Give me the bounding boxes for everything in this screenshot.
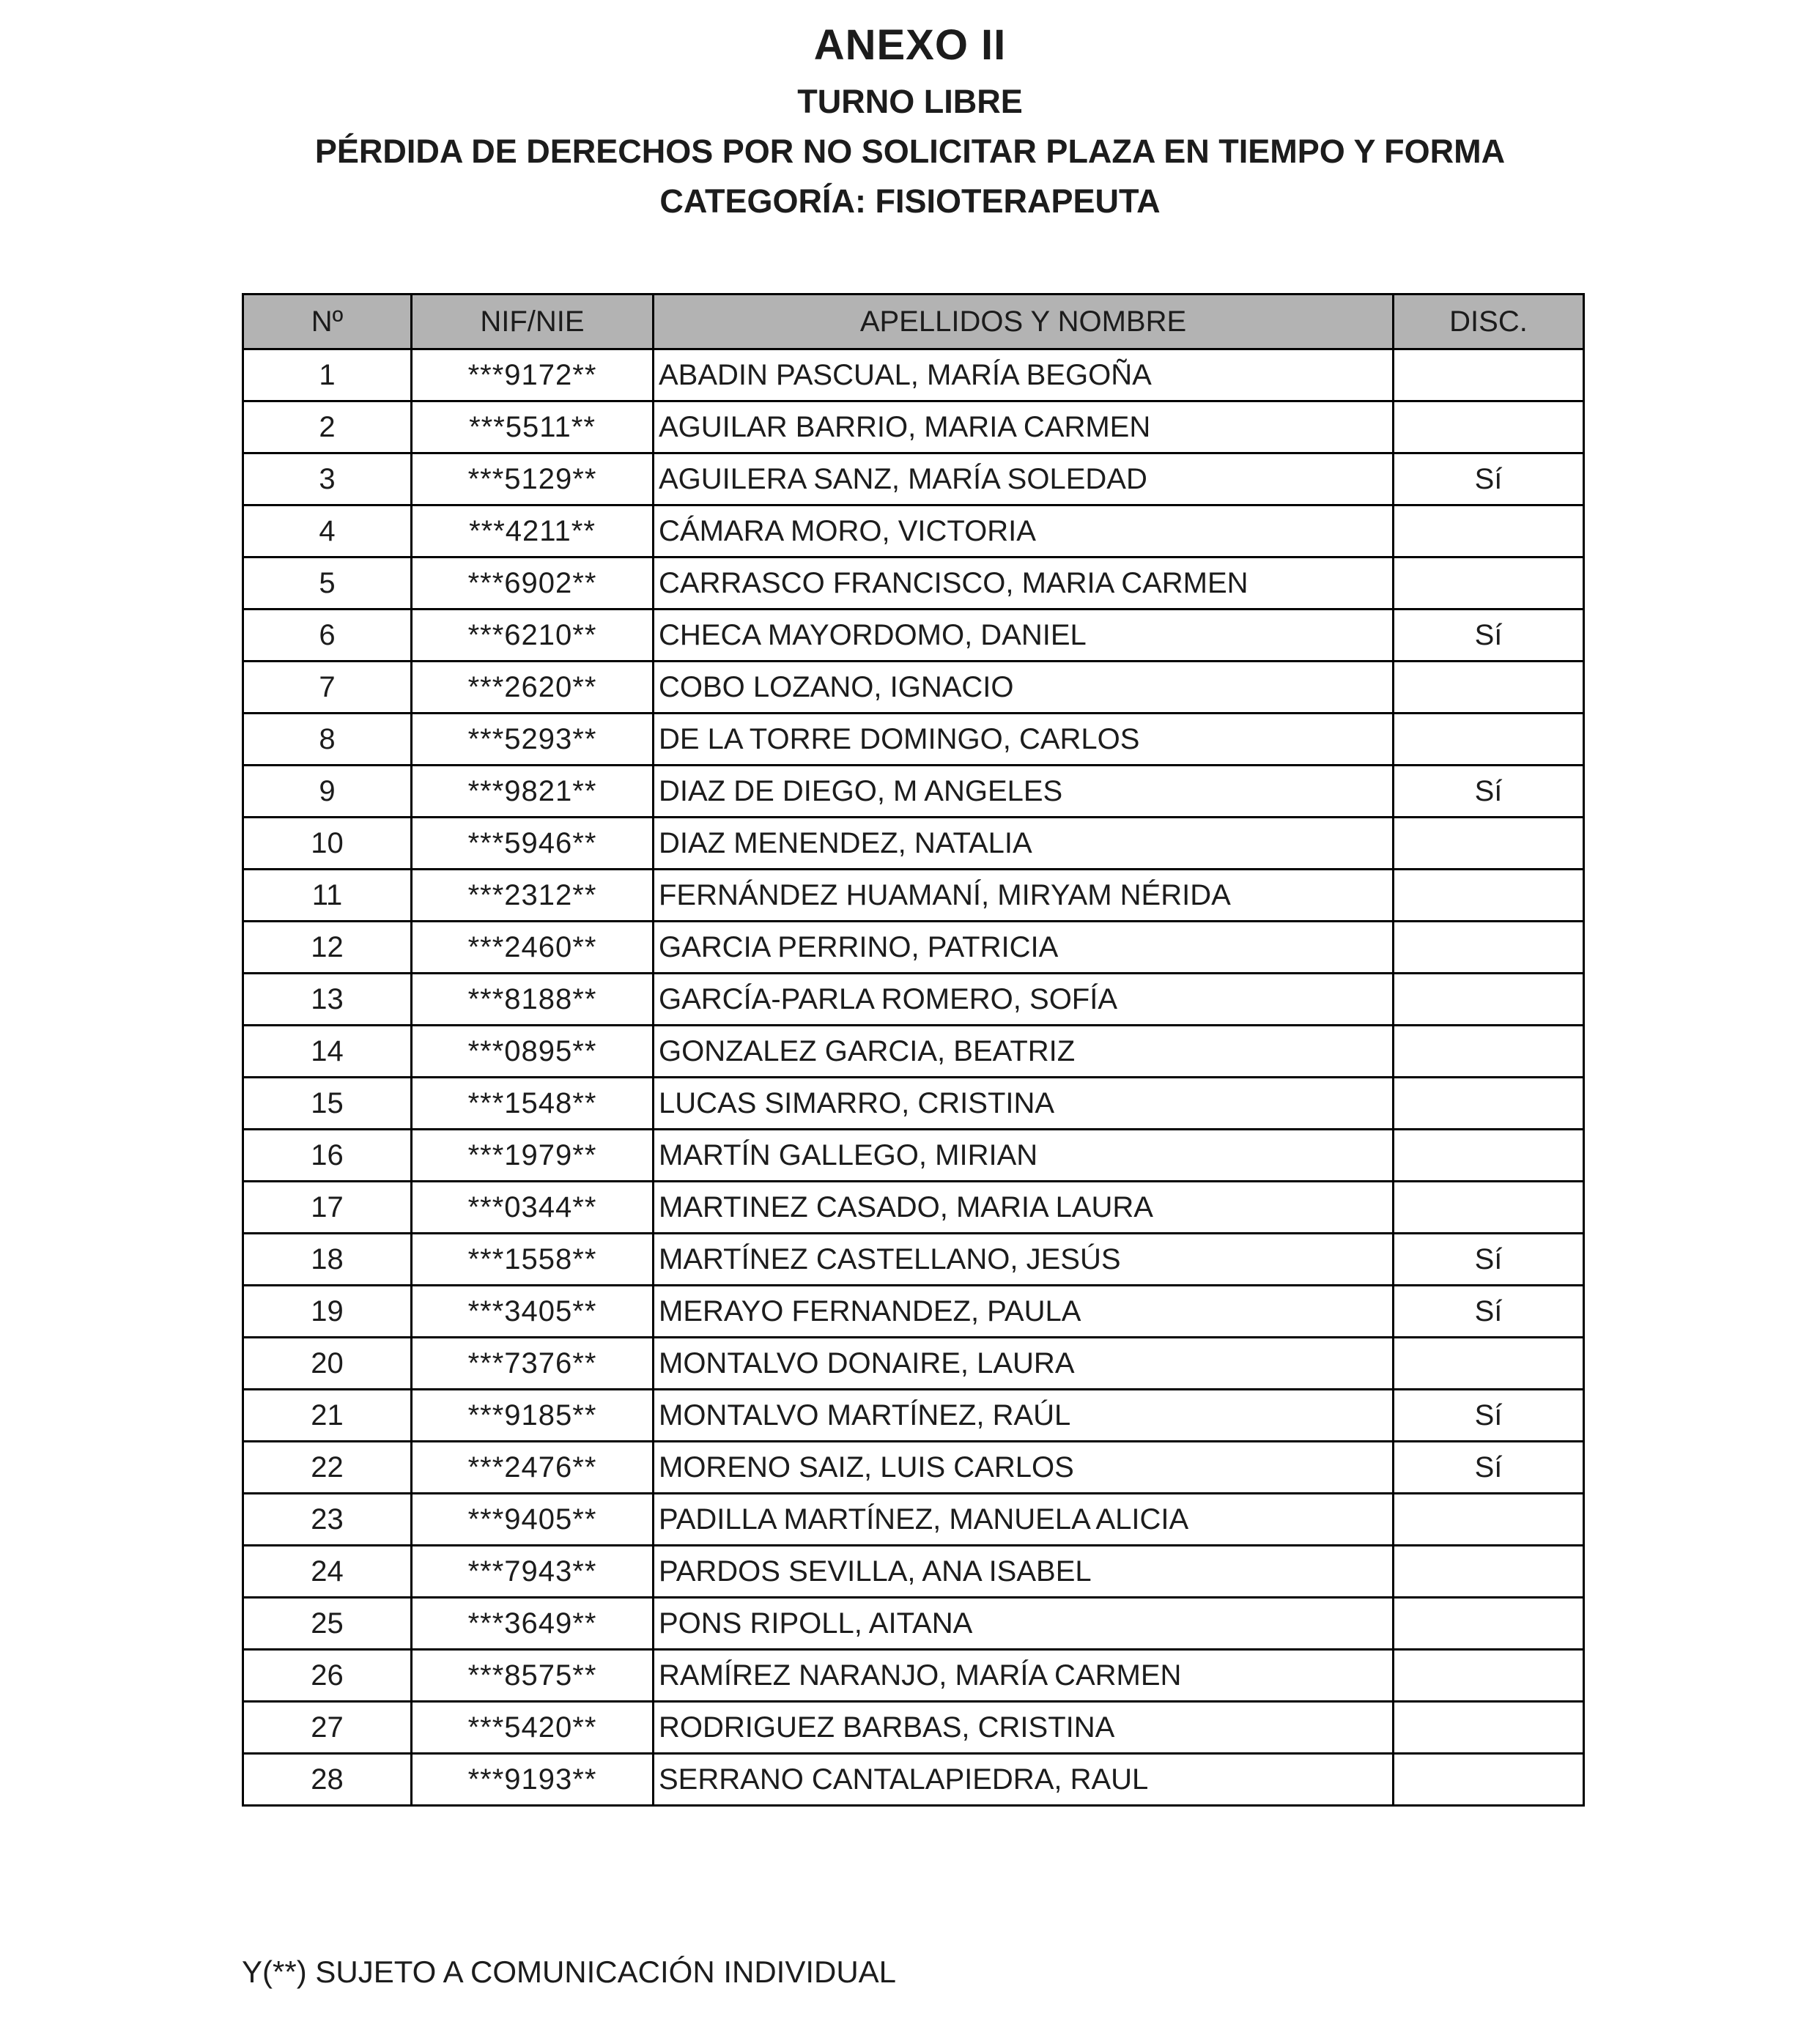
page-title: ANEXO II	[813, 21, 1007, 69]
table-cell: ***6902**	[412, 557, 654, 610]
table-row	[243, 1026, 1584, 1078]
table-cell: 5	[243, 557, 412, 610]
table-cell: MORENO SAIZ, LUIS CARLOS	[654, 1442, 1394, 1494]
table-cell: 26	[243, 1650, 412, 1702]
table-cell: 16	[243, 1130, 412, 1182]
table-cell: 15	[243, 1078, 412, 1130]
table-cell: Sí	[1394, 1286, 1584, 1338]
table-cell: RODRIGUEZ BARBAS, CRISTINA	[654, 1702, 1394, 1754]
table-cell: AGUILERA SANZ, MARÍA SOLEDAD	[654, 453, 1394, 505]
table-row	[243, 349, 1584, 401]
subtitle-categoria: CATEGORÍA: FISIOTERAPEUTA	[659, 182, 1161, 220]
table-row	[243, 1442, 1584, 1494]
table-cell: ***0895**	[412, 1026, 654, 1078]
table-cell: 9	[243, 766, 412, 818]
table-cell: DIAZ MENENDEZ, NATALIA	[654, 818, 1394, 870]
table-cell: 4	[243, 505, 412, 557]
table-cell	[1394, 505, 1584, 557]
table-cell: PARDOS SEVILLA, ANA ISABEL	[654, 1546, 1394, 1598]
table-cell: MERAYO FERNANDEZ, PAULA	[654, 1286, 1394, 1338]
table-cell: ***1979**	[412, 1130, 654, 1182]
table-row	[243, 870, 1584, 922]
subtitle-turno: TURNO LIBRE	[797, 83, 1023, 120]
table-cell	[1394, 401, 1584, 453]
table-cell: ***9193**	[412, 1754, 654, 1806]
table-cell: ***6210**	[412, 610, 654, 662]
table-row	[243, 1650, 1584, 1702]
table-cell: 18	[243, 1234, 412, 1286]
table-cell	[1394, 662, 1584, 714]
table-cell: 7	[243, 662, 412, 714]
table-body	[243, 349, 1584, 1806]
document-heading	[0, 21, 1820, 232]
table-cell	[1394, 1078, 1584, 1130]
table-cell: ***3649**	[412, 1598, 654, 1650]
table-cell	[1394, 922, 1584, 974]
table-cell	[1394, 1130, 1584, 1182]
table-cell	[1394, 714, 1584, 766]
table-row	[243, 1702, 1584, 1754]
table-cell: 20	[243, 1338, 412, 1390]
table-row	[243, 1494, 1584, 1546]
table-cell: MONTALVO DONAIRE, LAURA	[654, 1338, 1394, 1390]
table-cell: 13	[243, 974, 412, 1026]
table-cell	[1394, 1598, 1584, 1650]
table-row	[243, 1234, 1584, 1286]
table-row	[243, 1130, 1584, 1182]
table-row	[243, 1598, 1584, 1650]
table-cell	[1394, 974, 1584, 1026]
table-header-row	[243, 294, 1584, 349]
table-cell: ABADIN PASCUAL, MARÍA BEGOÑA	[654, 349, 1394, 401]
table-cell: LUCAS SIMARRO, CRISTINA	[654, 1078, 1394, 1130]
table-cell: 3	[243, 453, 412, 505]
footer-note: Y(**) SUJETO A COMUNICACIÓN INDIVIDUAL	[242, 1955, 897, 1989]
table-cell	[1394, 1754, 1584, 1806]
table-cell: CÁMARA MORO, VICTORIA	[654, 505, 1394, 557]
table-cell: Sí	[1394, 610, 1584, 662]
table-row	[243, 1546, 1584, 1598]
table-cell: MONTALVO MARTÍNEZ, RAÚL	[654, 1390, 1394, 1442]
table-cell	[1394, 349, 1584, 401]
table-cell: 22	[243, 1442, 412, 1494]
table-cell: 27	[243, 1702, 412, 1754]
table-cell: Sí	[1394, 766, 1584, 818]
table-cell: RAMÍREZ NARANJO, MARÍA CARMEN	[654, 1650, 1394, 1702]
table-cell: PONS RIPOLL, AITANA	[654, 1598, 1394, 1650]
table-cell	[1394, 557, 1584, 610]
table-cell	[1394, 1546, 1584, 1598]
table-cell: ***7943**	[412, 1546, 654, 1598]
table-cell: ***9405**	[412, 1494, 654, 1546]
table-cell	[1394, 818, 1584, 870]
table-cell	[1394, 870, 1584, 922]
table-cell: ***0344**	[412, 1182, 654, 1234]
table-row	[243, 557, 1584, 610]
table-cell: ***9821**	[412, 766, 654, 818]
column-header: NIF/NIE	[412, 294, 654, 349]
table-cell: ***5420**	[412, 1702, 654, 1754]
table-cell: ***5511**	[412, 401, 654, 453]
table-cell: FERNÁNDEZ HUAMANÍ, MIRYAM NÉRIDA	[654, 870, 1394, 922]
table-cell: ***9172**	[412, 349, 654, 401]
table-cell: 14	[243, 1026, 412, 1078]
table-row	[243, 1390, 1584, 1442]
table-cell: ***5293**	[412, 714, 654, 766]
table-cell	[1394, 1494, 1584, 1546]
table-cell: DE LA TORRE DOMINGO, CARLOS	[654, 714, 1394, 766]
column-header: APELLIDOS Y NOMBRE	[654, 294, 1394, 349]
table-row	[243, 818, 1584, 870]
table-cell: PADILLA MARTÍNEZ, MANUELA ALICIA	[654, 1494, 1394, 1546]
table-cell: COBO LOZANO, IGNACIO	[654, 662, 1394, 714]
table-row	[243, 610, 1584, 662]
table-cell: ***8575**	[412, 1650, 654, 1702]
table-row	[243, 714, 1584, 766]
table-cell: 21	[243, 1390, 412, 1442]
table-cell: CHECA MAYORDOMO, DANIEL	[654, 610, 1394, 662]
table-cell: ***5946**	[412, 818, 654, 870]
table-cell: ***3405**	[412, 1286, 654, 1338]
column-header: DISC.	[1394, 294, 1584, 349]
table-cell	[1394, 1182, 1584, 1234]
table-cell: GONZALEZ GARCIA, BEATRIZ	[654, 1026, 1394, 1078]
table-row	[243, 922, 1584, 974]
table-cell	[1394, 1702, 1584, 1754]
table-cell: 1	[243, 349, 412, 401]
table-cell: CARRASCO FRANCISCO, MARIA CARMEN	[654, 557, 1394, 610]
table-cell: ***9185**	[412, 1390, 654, 1442]
table-cell: 25	[243, 1598, 412, 1650]
column-header: Nº	[243, 294, 412, 349]
table-cell: Sí	[1394, 1390, 1584, 1442]
subtitle-perdida: PÉRDIDA DE DERECHOS POR NO SOLICITAR PLAZA EN TIEMPO Y FORMA	[314, 133, 1506, 170]
table-cell: 11	[243, 870, 412, 922]
table-cell: 24	[243, 1546, 412, 1598]
table-cell: 28	[243, 1754, 412, 1806]
table-cell: MARTINEZ CASADO, MARIA LAURA	[654, 1182, 1394, 1234]
table-cell: MARTÍNEZ CASTELLANO, JESÚS	[654, 1234, 1394, 1286]
table-cell: ***2460**	[412, 922, 654, 974]
table-cell: Sí	[1394, 1442, 1584, 1494]
table-cell	[1394, 1026, 1584, 1078]
table-cell: 19	[243, 1286, 412, 1338]
table-row	[243, 1182, 1584, 1234]
table-cell: 8	[243, 714, 412, 766]
table-row	[243, 662, 1584, 714]
table-row	[243, 1078, 1584, 1130]
table-cell: 23	[243, 1494, 412, 1546]
table-cell: SERRANO CANTALAPIEDRA, RAUL	[654, 1754, 1394, 1806]
table-cell: MARTÍN GALLEGO, MIRIAN	[654, 1130, 1394, 1182]
table-cell: DIAZ DE DIEGO, M ANGELES	[654, 766, 1394, 818]
table-cell: ***2620**	[412, 662, 654, 714]
table-row	[243, 974, 1584, 1026]
table-row	[243, 1338, 1584, 1390]
table-cell: ***1558**	[412, 1234, 654, 1286]
table-row	[243, 401, 1584, 453]
table-cell: 2	[243, 401, 412, 453]
table-row	[243, 766, 1584, 818]
table-row	[243, 1286, 1584, 1338]
table-cell: ***2476**	[412, 1442, 654, 1494]
table-cell: Sí	[1394, 453, 1584, 505]
table-cell	[1394, 1650, 1584, 1702]
roster-table	[242, 293, 1585, 1807]
table-cell: ***2312**	[412, 870, 654, 922]
table-cell: AGUILAR BARRIO, MARIA CARMEN	[654, 401, 1394, 453]
table-cell: ***8188**	[412, 974, 654, 1026]
table-cell: GARCIA PERRINO, PATRICIA	[654, 922, 1394, 974]
table-row	[243, 453, 1584, 505]
table-cell: ***4211**	[412, 505, 654, 557]
table-cell: ***1548**	[412, 1078, 654, 1130]
table-cell: GARCÍA-PARLA ROMERO, SOFÍA	[654, 974, 1394, 1026]
table-row	[243, 505, 1584, 557]
table-cell: Sí	[1394, 1234, 1584, 1286]
table-cell: 10	[243, 818, 412, 870]
table-row	[243, 1754, 1584, 1806]
table-cell: 12	[243, 922, 412, 974]
table-cell: ***7376**	[412, 1338, 654, 1390]
table-cell: 17	[243, 1182, 412, 1234]
table-cell	[1394, 1338, 1584, 1390]
table-cell: ***5129**	[412, 453, 654, 505]
table-cell: 6	[243, 610, 412, 662]
